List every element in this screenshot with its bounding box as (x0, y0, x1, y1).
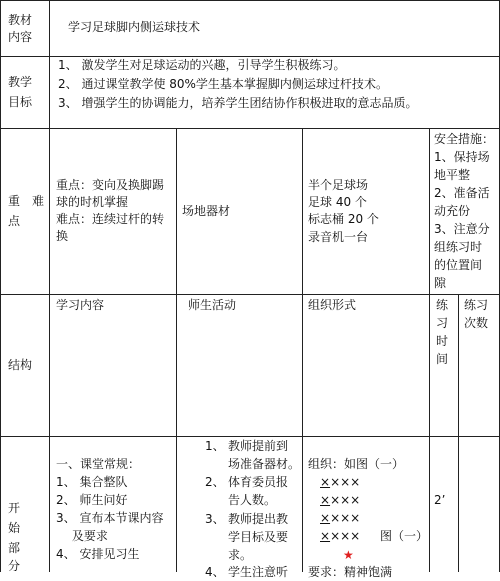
row-divider (0, 294, 500, 295)
safety-line: 组练习时 (434, 240, 483, 254)
equipment-line: 标志桶 20 个 (308, 212, 379, 226)
keypoint-line: 球的时机掌握 (56, 195, 129, 209)
requirement-text: 要求：精神饱满 (308, 565, 393, 579)
formation-row-marks: ××× (330, 511, 361, 525)
column-header-time: 练 (436, 298, 449, 312)
org-caption: 组织：如图（一） (308, 457, 405, 471)
opening-content-line: 1、 集合整队 (56, 475, 128, 489)
formation-row (320, 528, 360, 545)
table-border-top (0, 0, 500, 1)
label-material-line2: 内容 (8, 30, 33, 44)
activity-line: 求。 (228, 548, 253, 562)
safety-line: 的位置间 (434, 258, 483, 272)
row-leader-marker: × (320, 529, 331, 543)
column-divider (176, 128, 177, 572)
activity-number: 2、 (205, 475, 225, 489)
lesson-topic: 学习足球脚内侧运球技术 (68, 20, 201, 34)
safety-line: 动充份 (434, 204, 471, 218)
objective-item-3: 3、 增强学生的协调能力，培养学生团结协作积极进取的意志品质。 (58, 96, 418, 110)
activity-line: 教师提出教 (228, 512, 289, 526)
activity-number: 3、 (205, 512, 225, 526)
label-keypoints-line1: 重 难 (8, 194, 45, 208)
opening-content-line: 4、 安排见习生 (56, 547, 140, 561)
label-objectives-line1: 教学 (8, 75, 33, 89)
column-header-activity: 师生活动 (188, 298, 237, 312)
activity-line: 学生注意听 (228, 565, 289, 579)
safety-line: 地平整 (434, 168, 471, 182)
formation-row-marks: ××× (330, 475, 361, 489)
column-divider (302, 128, 303, 572)
activity-number: 4、 (205, 565, 225, 579)
equipment-line: 半个足球场 (308, 178, 369, 192)
safety-line: 3、注意分 (434, 222, 490, 236)
safety-line: 隙 (434, 276, 447, 290)
formation-row (320, 474, 360, 491)
safety-line: 2、准备活 (434, 186, 490, 200)
keypoint-line: 难点：连续过杆的转 (56, 212, 165, 226)
row-leader-marker: × (320, 493, 331, 507)
activity-line: 教师提前到 (228, 439, 289, 453)
activity-line: 场准备器材。 (228, 457, 301, 471)
label-structure: 结构 (8, 358, 33, 372)
formation-row (320, 510, 360, 527)
opening-time: 2’ (434, 493, 446, 507)
label-opening: 部 (8, 541, 21, 555)
equipment-line: 录音机一台 (308, 230, 369, 244)
objective-item-2: 2、 通过课堂教学使 80%学生基本掌握脚内侧运球过杆技术。 (58, 77, 388, 91)
column-divider (429, 128, 430, 572)
row-leader-marker: × (320, 511, 331, 525)
column-header-content: 学习内容 (56, 298, 105, 312)
column-header-time: 习 (436, 316, 449, 330)
label-opening: 开 (8, 501, 21, 515)
opening-content-line: 一、课堂常规： (56, 457, 141, 471)
venue-equipment-label: 场地器材 (182, 204, 231, 218)
opening-content-line: 及要求 (56, 529, 108, 543)
equipment-line: 足球 40 个 (308, 195, 367, 209)
safety-line: 1、保持场 (434, 150, 490, 164)
column-header-time: 时 (436, 334, 449, 348)
label-opening: 始 (8, 521, 21, 535)
label-opening: 分 (8, 559, 21, 573)
activity-number: 1、 (205, 439, 225, 453)
label-column-divider (49, 0, 50, 572)
keypoint-line: 重点：变向及换脚踢 (56, 178, 165, 192)
column-header-time: 间 (436, 352, 449, 366)
column-header-reps: 练习 (464, 298, 489, 312)
table-border-left (0, 0, 1, 572)
figure-label: 图（一） (380, 529, 429, 543)
safety-line: 安全措施： (434, 132, 495, 146)
opening-content-line: 3、 宣布本节课内容 (56, 511, 164, 525)
label-material-line1: 教材 (8, 13, 33, 27)
activity-line: 体育委员报 (228, 475, 289, 489)
objective-item-1: 1、 激发学生对足球运动的兴趣，引导学生积极练习。 (58, 58, 346, 72)
opening-content-line: 2、 师生问好 (56, 493, 128, 507)
formation-row (320, 492, 360, 509)
column-divider (458, 294, 459, 572)
formation-row-marks: ××× (330, 493, 361, 507)
column-header-reps: 次数 (464, 316, 489, 330)
activity-line: 学目标及要 (228, 530, 289, 544)
label-keypoints-line2: 点 (8, 214, 21, 228)
row-divider (0, 128, 500, 129)
keypoint-line: 换 (56, 229, 69, 243)
row-leader-marker: × (320, 475, 331, 489)
teacher-star-icon: ★ (343, 548, 354, 562)
row-divider (0, 436, 500, 437)
column-header-organization: 组织形式 (308, 298, 357, 312)
activity-line: 告人数。 (228, 493, 277, 507)
formation-row-marks: ××× (330, 529, 361, 543)
label-objectives-line2: 目标 (8, 95, 33, 109)
